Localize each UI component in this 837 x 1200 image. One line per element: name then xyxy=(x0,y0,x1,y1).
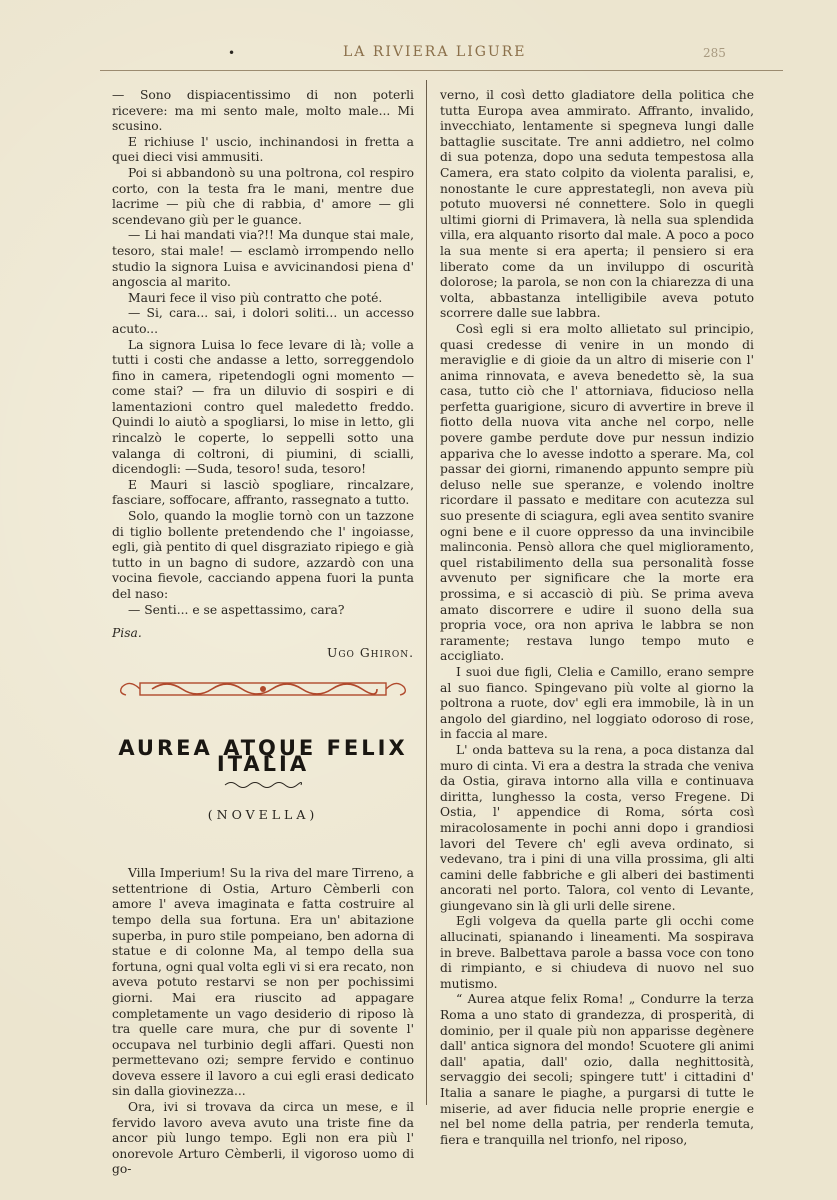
page-number: 285 xyxy=(703,46,726,60)
paragraph: Così egli si era molto allietato sul principio, quasi credesse di venire in un mondo di meraviglie e di gioie da un altro di miserie con l' anima rinnovata, e aveva benedetto sè, la sua casa, tutto ciò che l' attorniava, fiducioso nella perfetta guarigione, sicuro di avvertire in breve il fiotto della nuova vita anche nel corpo, nelle povere gambe perdute dove pur nessun indizio appariva che lo avesse indotto a sperare. Ma, col passar dei giorni, rimanendo appunto sempre più deluso nelle sue speranze, e volendo inoltre ricordare il passato e meditare con acutezza sul suo presente di sciagura, egli avea sentito svanire ogni bene e il cuore oppresso da una invincibile malinconia. Pensò allora che quel miglioramento, quel ristabilimento della sua personalità fosse avvenuto per significare che la morte era prossima, e si accasciò di più. Se prima aveva amato discorrere e udire il suono della sua propria voce, ora non apriva le labbra se non raramente; restava lungo tempo muto e accigliato. xyxy=(440,321,754,664)
paragraph: Ora, ivi si trovava da circa un mese, e il fervido lavoro aveva avuto una triste fine da ancor più lungo tempo. Egli non era più l' onorevole Arturo Cèmberli, il vigoroso uomo di go- xyxy=(112,1100,414,1177)
paragraph: I suoi due figli, Clelia e Camillo, erano sempre al suo fianco. Spingevano più volte al giorno la poltrona a ruote, dov' egli era immobile, là in un angolo del giardino, nel loggiato odoroso di rose, in faccia al mare. xyxy=(440,664,754,742)
story-subtitle: (NOVELLA) xyxy=(207,806,319,822)
header-rule xyxy=(100,70,783,71)
paragraph: — Li hai mandati via?!! Ma dunque stai male, tesoro, stai male! — esclamò irrompendo nello studio la signora Luisa e avvicinandosi piena d' angoscia al marito. xyxy=(112,228,414,290)
paragraph: La signora Luisa lo fece levare di là; volle a tutti i costi che andasse a letto, sorreggendolo fino in camera, ripetendogli ogni momento — come stai? — fra un diluvio di sospiri e di lamentazioni contro quel maledetto freddo. Quindi lo aiutò a spogliarsi, lo mise in letto, gli rincalzò le coperte, lo seppelli sotto una valanga di coltroni, di piumini, di scialli, dicendogli: —Suda, tesoro! suda, tesoro! xyxy=(112,337,414,477)
page-header xyxy=(0,44,837,68)
story-body xyxy=(112,866,414,1178)
left-column xyxy=(112,88,414,1178)
story-title: AUREA ATQUE FELIX ITALIA xyxy=(118,736,408,776)
header-dot: • xyxy=(228,46,236,60)
paragraph: Poi si abbandonò su una poltrona, col respiro corto, con la testa fra le mani, mentre due lacrime — più che di rabbia, d' amore — gli scendevano giù per le guance. xyxy=(112,165,414,227)
column-divider xyxy=(426,80,427,1105)
paragraph: — Si, cara... sai, i dolori soliti... un accesso acuto... xyxy=(112,306,414,336)
decorative-ornament-icon xyxy=(112,675,414,703)
title-flourish-icon xyxy=(112,779,414,789)
paragraph: L' onda batteva su la rena, a poca distanza dal muro di cinta. Vi era a destra la strada che veniva da Ostia, girava intorno alla villa e continuava diritta, lunghesso la costa, verso Fregene. Di Ostia, l' appendice di Roma, sórta così miracolosamente in pochi anni dopo i grandiosi lavori del Tevere ch' egli aveva ordinato, si vedevano, tra i pini di una villa prossima, gli alti camini delle fabbriche e gli alberi dei bastimenti ancorati nel porto. Talora, col vento di Levante, giungevano sin là gli urli delle sirene. xyxy=(440,742,754,913)
paragraph: verno, il così detto gladiatore della politica che tutta Europa avea ammirato. Affranto, invalido, invecchiato, lentamente si spegneva lungi dalle battaglie suscitate. Tre anni addietro, nel colmo di sua potenza, dopo una seduta tempestosa alla Camera, era stato colpito da violenta paralisi, e, nonostante le cure apprestategli, non aveva più potuto muoversi né connettere. Solo in quegli ultimi giorni di Primavera, là nella sua splendida villa, era alquanto risorto dal male. A poco a poco la sua mente si era aperta; il pensiero si era liberato come da un inviluppo di oscurità dolorose; la parola, se non con la chiarezza di una volta, abbastanza intelligibile aveva potuto scorrere dalle sue labbra. xyxy=(440,88,754,321)
paragraph: E richiuse l' uscio, inchinandosi in fretta a quei dieci visi ammusiti. xyxy=(112,134,414,165)
paragraph: — Senti... e se aspettassimo, cara? xyxy=(128,602,345,617)
author-signature: Ugo Ghiron. xyxy=(326,645,414,660)
right-column xyxy=(440,88,754,1148)
paragraph: Mauri fece il viso più contratto che poté. xyxy=(128,290,383,305)
paragraph: — Sono dispiacentissimo di non poterli ricevere: ma mi sento male, molto male... Mi scusino. xyxy=(112,88,414,134)
paragraph: Egli volgeva da quella parte gli occhi come allucinati, spianando i lineamenti. Ma sospirava in breve. Balbettava parole a bassa voce con tono di rimpianto, e si chiudeva di nuovo nel suo mutismo. xyxy=(440,914,754,991)
paragraph: Solo, quando la moglie tornò con un tazzone di tiglio bollente pretendendo che l' ingoiasse, egli, già pentito di quel disgraziato ripiego e già tutto in un bagno di sudore, azzardò con una vocina fievole, cacciando appena fuori la punta del naso: xyxy=(112,509,414,601)
paragraph: E Mauri si lasciò spogliare, rincalzare, fasciare, soffocare, affranto, rassegnato a tutto. xyxy=(112,477,414,508)
place-signature: Pisa. xyxy=(112,626,142,641)
journal-title: LA RIVIERA LIGURE xyxy=(343,44,527,60)
paragraph: Villa Imperium! Su la riva del mare Tirreno, a settentrione di Ostia, Arturo Cèmberli con amore l' aveva imaginata e fatta costruire al tempo della sua fortuna. Era un' abitazione superba, in puro stile pompeiano, ben adorna di statue e di colonne Ma, al tempo della sua fortuna, ogni qual volta egli vi si era recato, non aveva potuto restarvi se non per pochissimi giorni. Mai era riuscito ad appagare completamente un vago desiderio di riposo là tra quelle care mura, che pur di sovente l' occupava nel turbinio degli affari. Questi non permettevano ozi; sempre fervido e continuo doveva essere il lavoro a cui egli erasi dedicato sin dalla giovinezza... xyxy=(112,866,414,1099)
paragraph: “ Aurea atque felix Roma! „ Condurre la terza Roma a uno stato di grandezza, di prosperità, di dominio, per il quale più non apparisse degènere dall' antica signora del mondo! Scuotere gli animi dall' apatia, dall' ozio, dalla neghittosità, servaggio dei secoli; spingere tutt' i cittadini d' Italia a sanare le piaghe, a purgarsi di tutte le miserie, ad aver fiducia nelle proprie energie e nel bel nome della patria, per renderla temuta, fiera e tranquilla nel trionfo, nel riposo, xyxy=(440,992,754,1147)
